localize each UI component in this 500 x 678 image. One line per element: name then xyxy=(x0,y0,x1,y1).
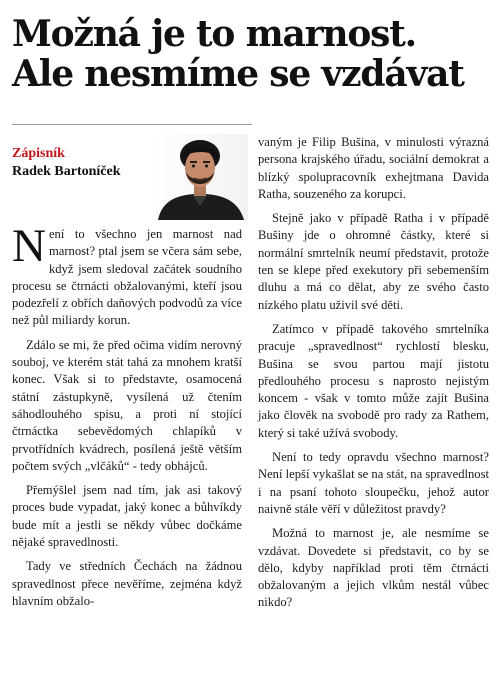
article-paragraph: Zdálo se mi, že před očima vidím nerovný souboj, ve kterém stát tahá za mnohem kratší konec. Však si to představte, osamocená státní zástupkyně, vysílená už čtením sáhodlouhého spisu, a proti ní stojící čtrnáctka sebevědomých chlapíků v prvotřídních kvádrech, posílená ještě větším počtem svých „vlčáků“ - tedy obhájců. xyxy=(12,337,242,473)
article-paragraph: Možná to marnost je, ale nesmíme se vzdávat. Dovedete si představit, co by se dělo, kdyby například proti těm čtrnácti obžalovaným a jejich vlkům nestál vůbec nikdo? xyxy=(258,526,489,610)
article-paragraph: Stejně jako v případě Ratha i v případě Bušiny jde o ohromné částky, které si normální smrtelník neumí představit, protože ten se klepe před exekutory při sebemenším dluhu a má co dělat, aby ze svého často nízkého platu uživil své děti. xyxy=(258,211,489,312)
author-portrait xyxy=(152,134,248,220)
column-rubric: Zápisník xyxy=(12,146,65,161)
article-paragraph: Tady ve středních Čechách na žádnou spravedlnost přece nevěříme, zejména když hlavním obžalo- xyxy=(12,559,242,608)
article-column-right xyxy=(258,134,489,612)
section-divider xyxy=(12,124,252,125)
article-paragraph: Přemýšlel jsem nad tím, jak asi takový proces bude vypadat, jaký konec a bůhvíkdy bude mít a jestli se někdy vůbec dočkáme nějaké spravedlnosti. xyxy=(12,483,242,550)
article-column-left xyxy=(12,220,242,610)
article-paragraph xyxy=(12,220,242,330)
headline-line-1: Možná je to marnost. xyxy=(12,13,416,55)
article-paragraph: Není to tedy opravdu všechno marnost? Není lepší vykašlat se na stát, na spravedlnost i na psaní tohoto sloupečku, jehož autor naivně stále věří v důležitost pravdy? xyxy=(258,450,489,516)
headline-line-2: Ale nesmíme se vzdávat xyxy=(12,53,464,95)
article-paragraph: vaným je Filip Bušina, v minulosti výrazná persona krajského úřadu, sociální demokrat a blízký spolupracovník exhejtmana Davida Ratha, souzeného za korupci. xyxy=(258,135,489,201)
article-paragraph: Zatímco v případě takového smrtelníka pracuje „spravedlnost“ rychlostí blesku, Bušina se svou partou mají jistotu předlouhého procesu s naprosto nejistým koncem - však v tomto může zajít Bušina jako člověk na svobodě pro rady za Rathem, který si také užívá svobody. xyxy=(258,321,489,440)
author-name: Radek Bartoníček xyxy=(12,164,121,179)
drop-cap: N xyxy=(12,220,46,272)
headline xyxy=(12,14,492,94)
paragraph-text: ení to všechno jen marnost nad marnost? ptal jsem se včera sám sebe, když jsem sledoval začátek soudního procesu se čtrnácti obžalovanými, kteří jsou podezřelí z obřích daňových podvodů za více než půl miliardy korun. xyxy=(12,227,242,328)
